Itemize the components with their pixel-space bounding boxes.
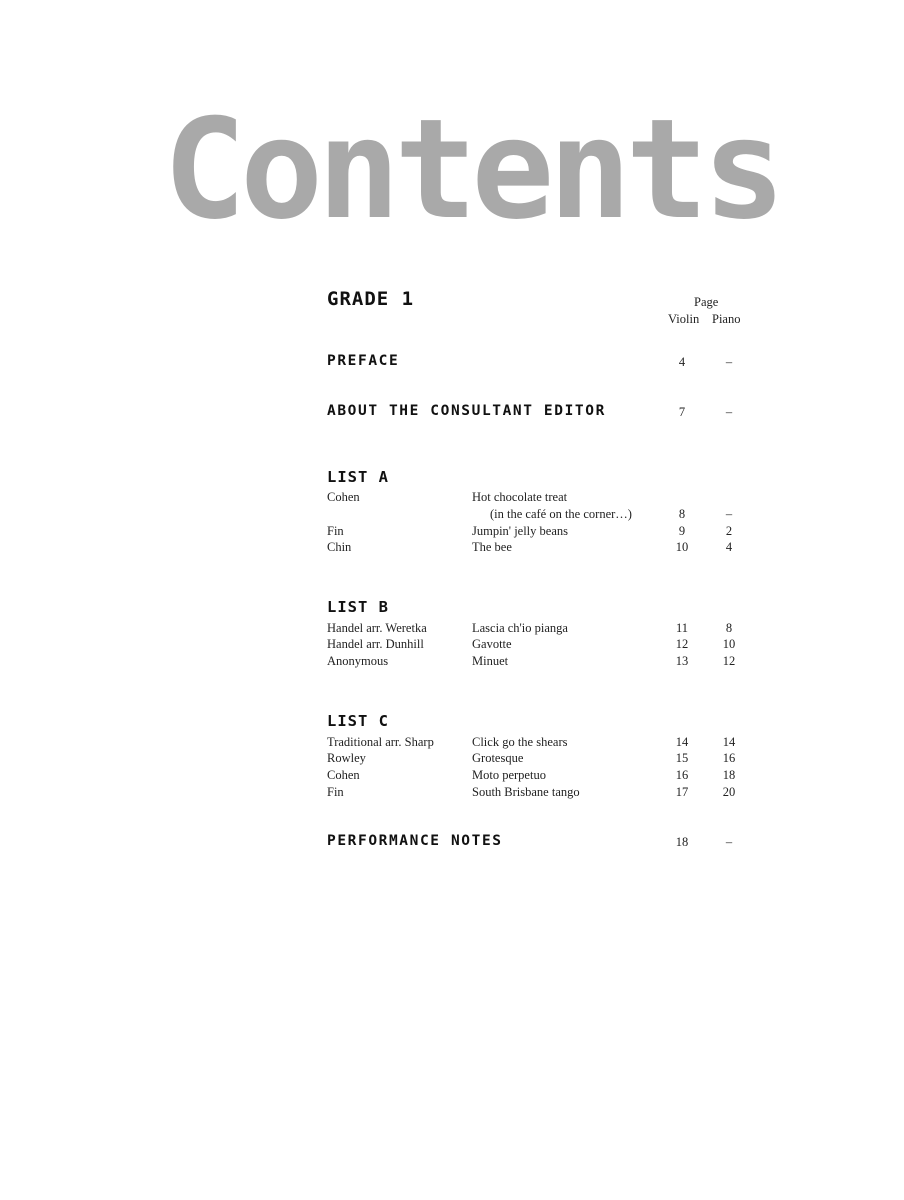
piece-title: Click go the shears xyxy=(472,735,568,749)
piece-subtitle: (in the café on the corner…) xyxy=(490,507,632,521)
violin-page: 9 xyxy=(678,524,686,538)
piece-title: South Brisbane tango xyxy=(472,785,580,799)
preface-violin-page: 4 xyxy=(678,355,686,369)
list-b-heading: LIST B xyxy=(327,598,389,616)
piece-title: Lascia ch'io pianga xyxy=(472,621,568,635)
preface-piano-page: – xyxy=(725,355,733,369)
piano-page: 12 xyxy=(722,654,736,668)
piano-page: 20 xyxy=(722,785,736,799)
piano-page: – xyxy=(725,507,733,521)
piano-page: 18 xyxy=(722,768,736,782)
performance-notes-violin-page: 18 xyxy=(675,835,689,849)
violin-page: 17 xyxy=(675,785,689,799)
violin-page: 15 xyxy=(675,751,689,765)
piano-page: 4 xyxy=(725,540,733,554)
list-a-heading: LIST A xyxy=(327,468,389,486)
violin-page: 12 xyxy=(675,637,689,651)
performance-notes-piano-page: – xyxy=(725,835,733,849)
piano-page: 2 xyxy=(725,524,733,538)
composer: Traditional arr. Sharp xyxy=(327,735,434,749)
composer: Cohen xyxy=(327,768,360,782)
violin-page: 8 xyxy=(678,507,686,521)
composer: Cohen xyxy=(327,490,360,504)
violin-column-header: Violin xyxy=(668,312,700,326)
piece-title: Hot chocolate treat xyxy=(472,490,568,504)
composer: Handel arr. Weretka xyxy=(327,621,427,635)
list-c-heading: LIST C xyxy=(327,712,389,730)
about-editor-heading: ABOUT THE CONSULTANT EDITOR xyxy=(327,403,606,419)
violin-page: 11 xyxy=(675,621,689,635)
piece-title: The bee xyxy=(472,540,512,554)
grade-heading: GRADE 1 xyxy=(327,288,415,310)
violin-page: 14 xyxy=(675,735,689,749)
piano-page: 10 xyxy=(722,637,736,651)
composer: Handel arr. Dunhill xyxy=(327,637,424,651)
piece-title: Gavotte xyxy=(472,637,512,651)
composer: Fin xyxy=(327,785,344,799)
violin-page: 13 xyxy=(675,654,689,668)
piano-page: 14 xyxy=(722,735,736,749)
about-piano-page: – xyxy=(725,405,733,419)
piece-title: Jumpin' jelly beans xyxy=(472,524,568,538)
page-title: Contents xyxy=(163,89,780,250)
page-column-header: Page xyxy=(694,295,719,309)
piece-title: Moto perpetuo xyxy=(472,768,546,782)
composer: Anonymous xyxy=(327,654,389,668)
piano-column-header: Piano xyxy=(712,312,741,326)
preface-heading: PREFACE xyxy=(327,353,400,369)
composer: Rowley xyxy=(327,751,366,765)
composer: Chin xyxy=(327,540,352,554)
piece-title: Grotesque xyxy=(472,751,524,765)
about-violin-page: 7 xyxy=(678,405,686,419)
violin-page: 10 xyxy=(675,540,689,554)
piano-page: 16 xyxy=(722,751,736,765)
composer: Fin xyxy=(327,524,344,538)
piece-title: Minuet xyxy=(472,654,509,668)
piano-page: 8 xyxy=(725,621,733,635)
violin-page: 16 xyxy=(675,768,689,782)
performance-notes-heading: PERFORMANCE NOTES xyxy=(327,833,503,849)
